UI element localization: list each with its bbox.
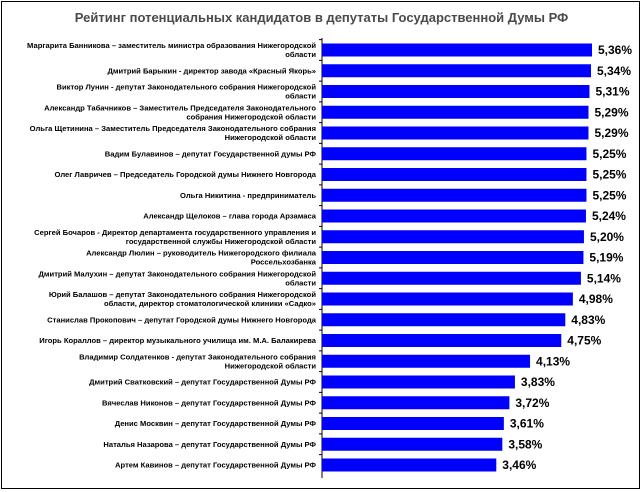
category-label: Денис Москвин – депутат Государственной Думы РФ [114,419,316,428]
category-label: Александр Табачников – Заместитель Председателя Законодательного собрания Нижегородской области [44,103,316,122]
chart-title: Рейтинг потенциальных кандидатов в депутаты Государственной Думы РФ [74,10,569,25]
category-label: Александр Щелоков – глава города Арзамаса [143,211,316,221]
category-label: Владимир Солдатенков - депутат Законодательного собрания Нижегородской области [79,352,316,371]
category-label: Александр Люлин – руководитель Нижегородского филиала Россельхозбанка [86,248,316,267]
bar [322,313,565,326]
value-label: 5,29% [594,126,629,140]
bar [322,417,504,430]
value-label: 3,61% [509,416,544,431]
category-label: Виктор Лунин - депутат Законодательного собрания Нижегородской области [56,82,316,101]
bar [322,44,592,57]
value-label: 4,13% [536,354,571,369]
category-label: Дмитрий Малухин – депутат Законодательного собрания Нижегородской области [38,269,316,288]
category-label: Дмитрий Барыкин - директор завода «Красный Якорь» [107,66,316,76]
bar [322,376,515,389]
category-label: Сергей Бочаров - Директор департамента государственного управления и государственной службы Нижегородской области [34,227,316,246]
category-label: Юрий Балашов – депутат Законодательного собрания Нижегородской области, директор стоматологической клиники «Садко» [48,290,316,308]
bar [322,355,530,368]
value-label: 3,83% [520,375,555,389]
category-label: Дмитрий Сватковский – депутат Государственной Думы РФ [89,377,316,387]
category-label: Артем Кавинов – депутат Государственной Думы РФ [115,460,316,470]
bar [322,127,588,140]
category-label: Ольга Никитина - предприниматель [180,190,316,200]
value-label: 5,19% [589,250,624,265]
bar [322,272,581,285]
bar [322,230,584,243]
bar [322,438,502,451]
value-label: 5,31% [595,84,630,99]
category-label: Станислав Прокопович – депутат Городской думы Нижнего Новгорода [47,315,316,325]
value-label: 5,25% [592,146,627,161]
bar [322,106,588,119]
bar [322,85,589,98]
bar [322,147,586,160]
value-label: 3,58% [508,437,543,452]
bar [322,210,586,223]
category-label: Игорь Кораллов – директор музыкального училища им. М.А. Балакирева [39,336,316,345]
value-label: 3,72% [515,395,550,410]
value-label: 4,75% [567,333,602,348]
category-label: Наталья Назарова – депутат Государственной Думы РФ [103,439,316,449]
value-label: 5,14% [586,271,621,286]
value-label: 5,20% [589,229,624,244]
category-label: Ольга Щетинина – Заместитель Председателя Законодательного собрания Нижегородской области [29,124,316,142]
category-label: Олег Лавричев – Председатель Городской думы Нижнего Новгорода [54,170,316,179]
category-label: Вадим Булавинов – депутат Государственной думы РФ [104,149,316,159]
value-label: 4,98% [578,292,613,306]
bar [322,168,586,181]
value-label: 4,83% [571,312,606,327]
bar [322,459,496,472]
bar [322,189,586,202]
value-label: 5,24% [591,209,626,223]
value-label: 5,25% [592,167,627,182]
category-label: Вячеслав Никонов – депутат Государственной Думы РФ [101,398,316,408]
category-label: Маргарита Банникова – заместитель министра образования Нижегородской области [27,41,316,59]
bar [322,396,509,409]
value-label: 5,34% [596,63,632,78]
value-label: 5,29% [594,105,629,120]
bar [322,334,561,347]
bar [322,64,591,77]
bar [322,251,583,264]
value-label: 5,36% [598,43,633,57]
value-label: 3,46% [502,458,537,472]
value-label: 5,25% [592,188,627,203]
bar [322,293,573,306]
